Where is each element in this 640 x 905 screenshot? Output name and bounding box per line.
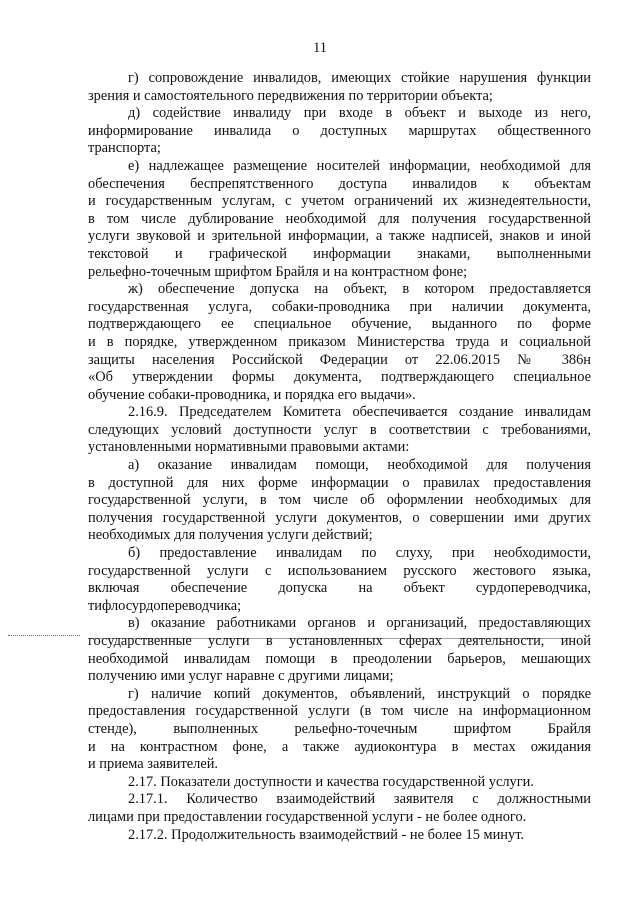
text-line: государственной услуги с использованием русского жестового языка, — [88, 562, 591, 579]
text-line: и государственным услугам, с учетом ограничений их жизнедеятельности, — [88, 193, 591, 210]
text-line: государственные услуги в установленных сферах деятельности, иной — [88, 633, 591, 649]
text-line: предоставления государственной услуги (в том числе на информационном — [88, 703, 591, 720]
text-line: получению ими услуг наравне с другими лицами; — [88, 668, 394, 685]
text-line: обучение собаки-проводника, и порядка его выдачи». — [88, 386, 416, 403]
text-line: 2.17. Показатели доступности и качества государственной услуги. — [128, 773, 534, 790]
scan-artifact-line — [8, 635, 80, 636]
body-text — [88, 70, 591, 844]
text-line: необходимых для получения услуги действий; — [88, 527, 373, 544]
text-line: стенде), выполненных рельефно-точечным шрифтом Брайля — [88, 720, 591, 737]
text-line: установленными нормативными правовыми актами: — [88, 439, 410, 456]
text-line: лицами при предоставлении государственной услуги - не более одного. — [88, 808, 527, 825]
text-line: в доступной для них форме информации о правилах предоставления — [88, 474, 591, 491]
text-line: включая обеспечение допуска на объект сурдопереводчика, — [88, 580, 591, 597]
text-line: «Об утверждении формы документа, подтверждающего специальное — [88, 369, 591, 386]
text-line: подтверждающего ее специальное обучение, выданного по форме — [88, 316, 591, 333]
text-line: ж) обеспечение допуска на объект, в котором предоставляется — [128, 281, 591, 298]
text-line: зрения и самостоятельного передвижения по территории объекта; — [88, 87, 493, 104]
text-line: информирование инвалида о доступных маршрутах общественного — [88, 122, 591, 139]
text-line: 2.16.9. Председателем Комитета обеспечивается создание инвалидам — [128, 404, 591, 421]
text-line: транспорта; — [88, 140, 161, 157]
text-line: обеспечения беспрепятственного доступа инвалидов к объектам — [88, 175, 591, 192]
text-line: б) предоставление инвалидам по слуху, при необходимости, — [128, 545, 591, 562]
text-line: необходимой инвалидам помощи в преодолении барьеров, мешающих — [88, 650, 591, 667]
text-line: и приема заявителей. — [88, 756, 219, 773]
text-line: текстовой и графической информации знаками, выполненными — [88, 245, 591, 262]
text-line: 2.17.2. Продолжительность взаимодействий - не более 15 минут. — [128, 826, 524, 843]
text-line: д) содействие инвалиду при входе в объект и выходе из него, — [128, 105, 591, 122]
text-line: услуги звуковой и зрительной информации, а также надписей, знаков и иной — [88, 228, 591, 245]
text-line: а) оказание инвалидам помощи, необходимой для получения — [128, 457, 591, 474]
text-line: получения государственной услуги документов, о совершении ими других — [88, 509, 591, 526]
page-number: 11 — [313, 40, 327, 56]
text-line: государственная услуга, собаки-проводника при наличии документа, — [88, 298, 591, 315]
text-line: государственной услуги, в том числе об оформлении необходимых для — [88, 492, 591, 509]
text-line: и на контрастном фоне, а также аудиоконтура в местах ожидания — [88, 738, 591, 755]
text-line: следующих условий доступности услуг в соответствии с требованиями, — [88, 421, 591, 438]
text-line: тифлосурдопереводчика; — [88, 597, 242, 614]
text-line: г) наличие копий документов, объявлений, инструкций о порядке — [128, 685, 591, 702]
text-line: в) оказание работниками органов и организаций, предоставляющих — [128, 615, 591, 632]
text-line: г) сопровождение инвалидов, имеющих стойкие нарушения функции — [128, 70, 591, 86]
text-line: е) надлежащее размещение носителей информации, необходимой для — [128, 157, 591, 174]
text-line: рельефно-точечным шрифтом Брайля и на контрастном фоне; — [88, 263, 468, 280]
text-line: 2.17.1. Количество взаимодействий заявителя с должностными — [128, 791, 591, 808]
text-line: и в порядке, утвержденном приказом Министерства труда и социальной — [88, 333, 591, 350]
text-line: в том числе дублирование необходимой для получения государственной — [88, 210, 591, 227]
text-line: защиты населения Российской Федерации от 22.06.2015 № 386н — [88, 351, 591, 368]
